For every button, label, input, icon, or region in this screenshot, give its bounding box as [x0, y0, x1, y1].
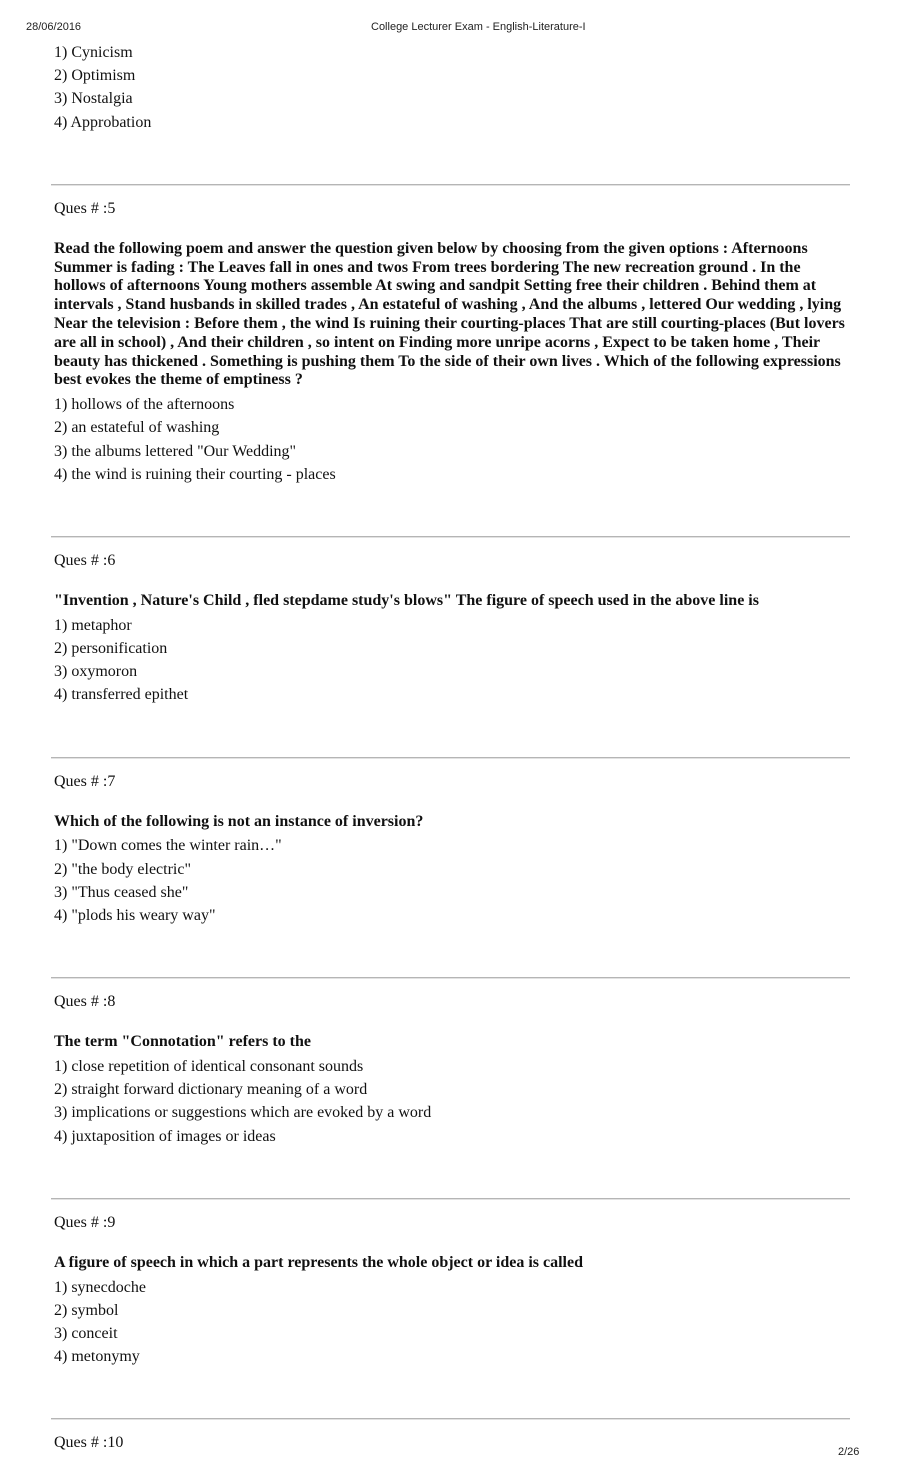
question-number: Ques # :5 — [54, 199, 116, 217]
question-number: Ques # :6 — [54, 552, 116, 569]
option: 4) the wind is ruining their courting - places — [54, 465, 336, 483]
option: 3) implications or suggestions which are evoked by a word — [54, 1104, 432, 1122]
divider — [51, 536, 850, 538]
option: 3) the albums lettered "Our Wedding" — [54, 442, 297, 460]
option: 2) symbol — [54, 1301, 119, 1319]
question-number: Ques # :10 — [54, 1434, 124, 1452]
option: 2) straight forward dictionary meaning of a word — [54, 1081, 368, 1099]
question-7 — [54, 757, 850, 928]
print-date: 28/06/2016 — [26, 21, 82, 33]
divider — [51, 184, 850, 186]
question-text: The term "Connotation" refers to the — [54, 1033, 311, 1051]
question-number: Ques # :7 — [54, 772, 116, 790]
option: 3) Nostalgia — [54, 90, 133, 108]
exam-content — [54, 41, 850, 1453]
option: 4) "plods his weary way" — [54, 907, 216, 925]
option: 2) Optimism — [54, 67, 136, 85]
question-8 — [54, 977, 850, 1148]
option: 3) conceit — [54, 1325, 118, 1343]
option: 1) hollows of the afternoons — [54, 396, 235, 414]
option: 1) "Down comes the winter rain…" — [54, 837, 282, 855]
question-6 — [54, 536, 850, 707]
question-text: Read the following poem and answer the question given below by choosing from the given options : Afternoons Summer is fading : The Leaves fall in ones and twos From trees bordering The new recreation ground . In the hollows of afternoons Young mothers assemble At swing and sandpit Setting free their children . Behind them at intervals , Stand husbands in skilled trades , An estateful of washing , And the albums , lettered Our wedding , lying Near the television : Before them , the wind Is ruining their courting-places That are still courting-places (But lovers are all in school) , And their children , so intent on Finding more unripe acorns , Expect to be taken home , Their beauty has thickened . Something is pushing them To the side of their own lives . Which of the following expressions best evokes the theme of emptiness ? — [54, 239, 845, 389]
question-10 — [54, 1418, 850, 1453]
question-text: Which of the following is not an instance of inversion? — [54, 812, 424, 830]
carryover-options — [54, 41, 850, 134]
divider — [51, 1198, 850, 1200]
question-number: Ques # :8 — [54, 993, 116, 1011]
option: 2) "the body electric" — [54, 860, 192, 878]
option: 1) Cynicism — [54, 44, 133, 61]
option: 1) close repetition of identical consonant sounds — [54, 1058, 364, 1076]
option: 2) personification — [54, 640, 168, 657]
question-text: A figure of speech in which a part represents the whole object or idea is called — [54, 1253, 583, 1271]
question-number: Ques # :9 — [54, 1213, 116, 1231]
divider — [51, 1418, 850, 1420]
option: 1) synecdoche — [54, 1278, 146, 1296]
option: 4) metonymy — [54, 1348, 140, 1366]
option: 3) oxymoron — [54, 663, 138, 681]
option: 4) juxtaposition of images or ideas — [54, 1127, 276, 1145]
divider — [51, 977, 850, 979]
page-header — [0, 21, 900, 37]
option: 3) "Thus ceased she" — [54, 883, 189, 901]
page-number: 2/26 — [838, 1446, 860, 1458]
option: 4) transferred epithet — [54, 686, 189, 704]
divider — [51, 757, 850, 759]
question-5 — [54, 184, 850, 486]
option: 2) an estateful of washing — [54, 419, 220, 437]
question-9 — [54, 1198, 850, 1369]
question-text: "Invention , Nature's Child , fled stepdame study's blows" The figure of speech used in the above line is — [54, 592, 759, 609]
option: 4) Approbation — [54, 113, 152, 131]
option: 1) metaphor — [54, 616, 132, 634]
document-title: College Lecturer Exam - English-Literature-I — [371, 21, 586, 33]
